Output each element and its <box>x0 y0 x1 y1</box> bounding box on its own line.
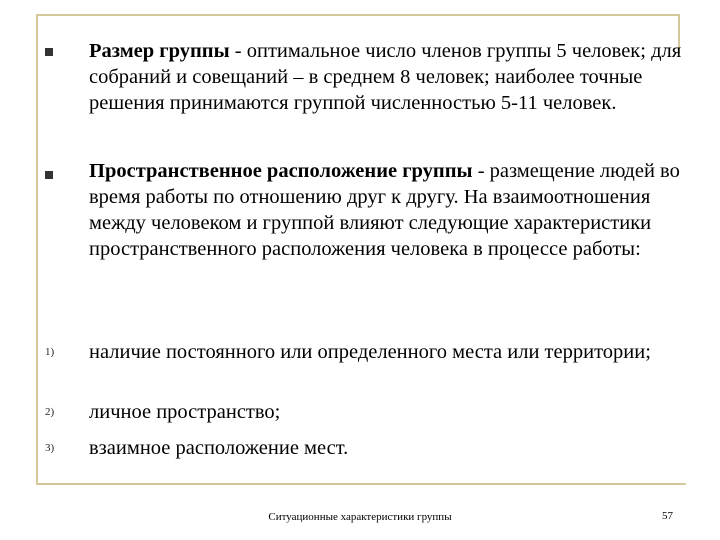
page-number: 57 <box>662 510 673 522</box>
square-bullet-icon <box>45 48 53 56</box>
list-item-text <box>89 38 689 116</box>
frame-left-line <box>36 14 38 484</box>
list-item-body: - оптимальное число членов группы 5 человек; для собраний и совещаний – в среднем 8 человек; наиболее точные решения принимаются группой численностью 5-11 человек. <box>89 40 682 114</box>
list-item-bold: Пространственное расположение группы <box>89 160 473 182</box>
list-item-text <box>89 158 689 262</box>
square-bullet-icon <box>45 171 53 179</box>
list-item-body: личное пространство; <box>89 401 281 423</box>
frame-bottom-line <box>36 483 686 485</box>
list-item-body: - размещение людей во время работы по отношению друг к другу. На взаимоотношения между человеком и группой влияют следующие характеристики пространственного расположения человека в процессе работы: <box>89 160 680 260</box>
frame-top-line <box>36 14 680 16</box>
list-item-body: наличие постоянного или определенного места или территории; <box>89 341 651 363</box>
list-number: 1) <box>45 346 55 358</box>
list-item-bold: Размер группы <box>89 40 230 62</box>
list-item-body: взаимное расположение мест. <box>89 437 349 459</box>
list-number: 3) <box>45 442 55 454</box>
list-number: 2) <box>45 406 55 418</box>
footer-title: Ситуационные характеристики группы <box>268 511 452 523</box>
